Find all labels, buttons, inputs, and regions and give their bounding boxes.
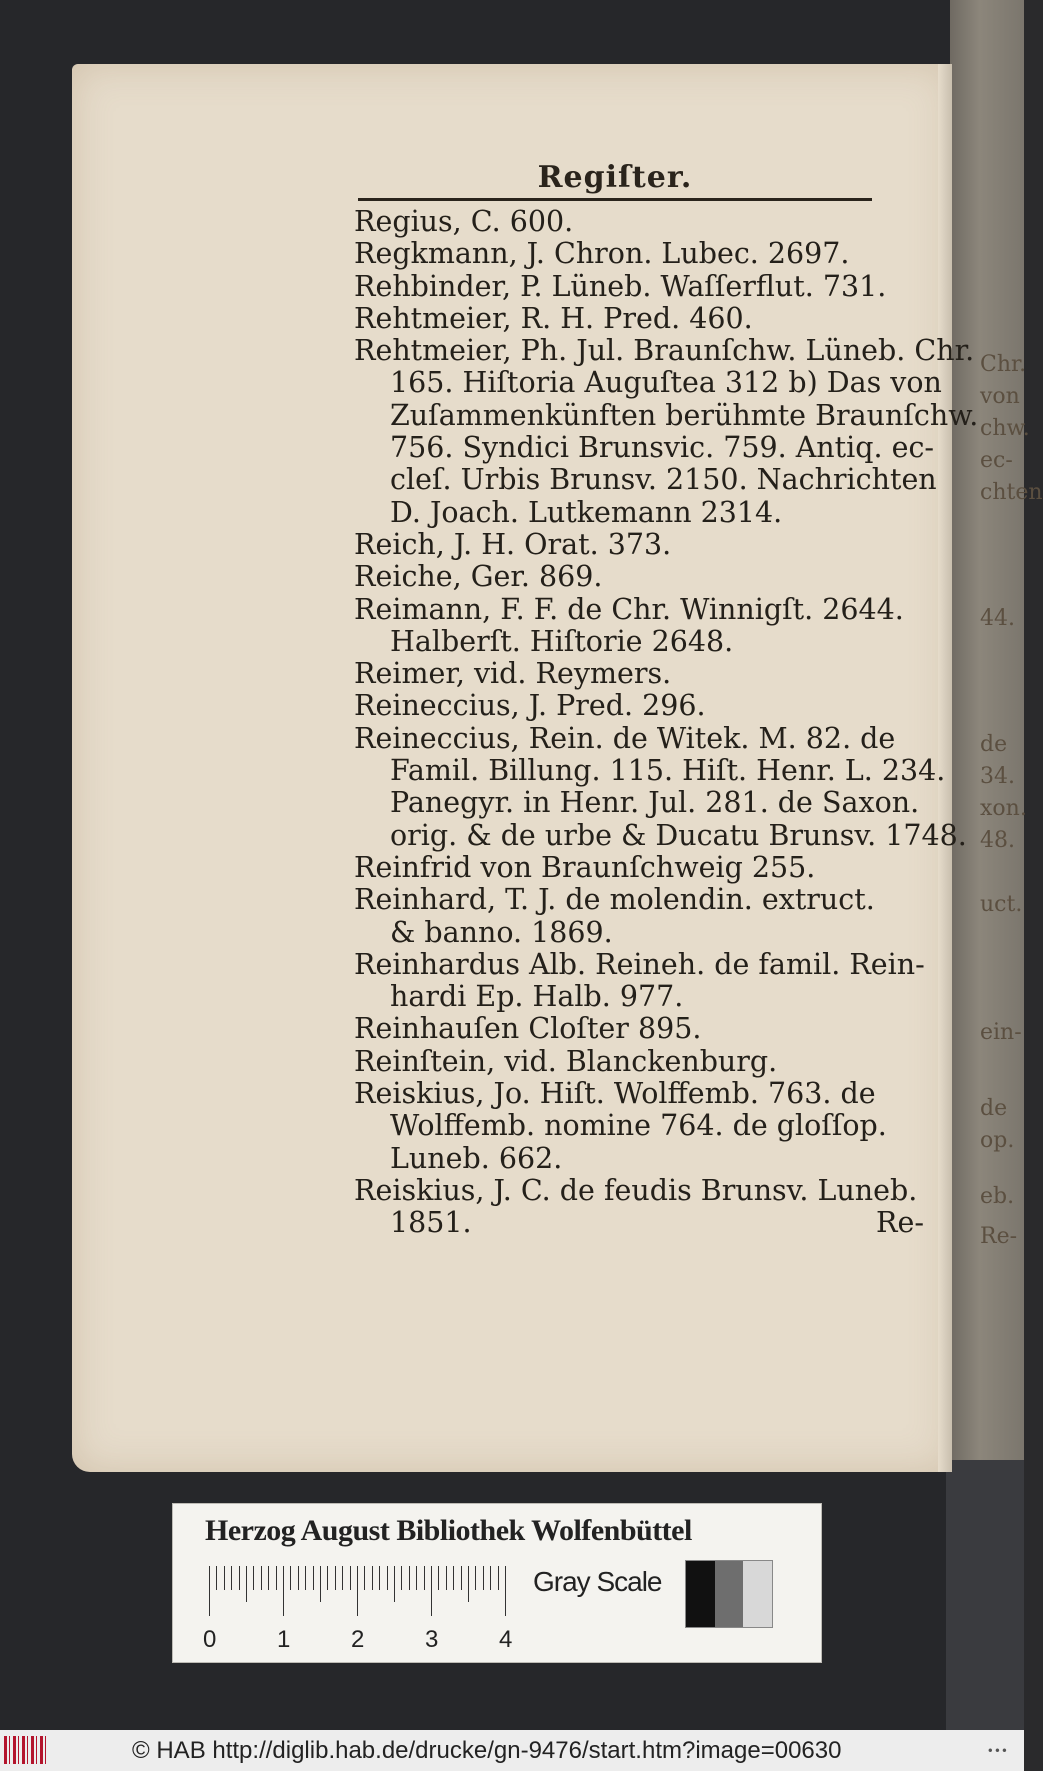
footer-url[interactable]: © HAB http://diglib.hab.de/drucke/gn-9476/start.htm?image=00630	[132, 1737, 842, 1764]
adjacent-page-fragment: Re-	[980, 1224, 1018, 1249]
ruler-tick	[231, 1566, 232, 1590]
adjacent-page-fragment: chten	[980, 480, 1043, 505]
register-entry-line	[354, 754, 946, 788]
ruler-tick	[276, 1566, 277, 1590]
running-header: Regiſter.	[537, 160, 693, 195]
ruler-tick	[268, 1566, 269, 1590]
entry-text: Reinhauſen Cloſter 895.	[354, 1012, 702, 1046]
ruler-tick	[490, 1566, 491, 1590]
ruler-tick	[505, 1566, 506, 1616]
gray-swatch	[743, 1561, 772, 1627]
register-entry-line	[354, 626, 924, 658]
ruler-number: 4	[499, 1626, 513, 1653]
register-entry-line	[354, 1143, 924, 1175]
ruler-scale	[203, 1566, 513, 1653]
entry-text: cleſ. Urbis Brunsv. 2150. Nachrichten	[390, 463, 937, 497]
entry-text: Reineccius, Rein. de Witek. M. 82. de	[354, 721, 896, 755]
register-entry-line	[354, 463, 937, 497]
register-entry-line	[354, 1175, 924, 1207]
ruler-number: 3	[425, 1626, 439, 1653]
entry-text: Rehtmeier, Ph. Jul. Braunſchw. Lüneb. Chr.	[354, 334, 975, 368]
register-entry-line	[354, 561, 924, 593]
ruler-tick	[424, 1566, 425, 1590]
entry-text: 1851.	[390, 1206, 472, 1240]
entry-text: Halberſt. Hiſtorie 2648.	[390, 624, 734, 658]
ruler-tick	[446, 1566, 447, 1590]
adjacent-page-fragment: op.	[980, 1128, 1015, 1153]
ruler-tick	[246, 1566, 247, 1602]
register-entry-line	[354, 949, 924, 981]
ruler-tick	[416, 1566, 417, 1590]
entry-text: Rehbinder, P. Lüneb. Waſſerflut. 731.	[354, 269, 887, 303]
entry-text: Reinſtein, vid. Blanckenburg.	[354, 1044, 778, 1078]
ruler-tick	[216, 1566, 217, 1590]
ruler-tick	[298, 1566, 299, 1590]
register-entry-line	[354, 723, 924, 755]
adjacent-page-fragment: de	[980, 1096, 1008, 1121]
register-entry-line	[354, 884, 924, 916]
ruler-tick	[305, 1566, 306, 1590]
ruler-tick	[461, 1566, 462, 1590]
entry-text: Zuſammenkünften berühmte Braunſchw.	[390, 398, 979, 432]
entry-text: Famil. Billung. 115. Hiſt. Henr. L. 234.	[390, 754, 946, 788]
ruler-tick	[379, 1566, 380, 1590]
ruler-number: 0	[203, 1626, 217, 1653]
card-title: Herzog August Bibliothek Wolfenbüttel	[205, 1514, 692, 1547]
adjacent-page-fragment: de	[980, 732, 1008, 757]
ruler-tick	[313, 1566, 314, 1590]
entry-text: Luneb. 662.	[390, 1141, 563, 1175]
entry-text: Reineccius, J. Pred. 296.	[354, 689, 706, 723]
register-entries	[354, 205, 979, 1240]
ruler-tick	[483, 1566, 484, 1590]
ruler-tick	[364, 1566, 365, 1590]
ruler-tick	[498, 1566, 499, 1590]
register-entry-line	[354, 917, 924, 949]
ruler-tick	[327, 1566, 328, 1590]
gray-scale-swatches	[685, 1560, 773, 1628]
ruler-tick	[438, 1566, 439, 1590]
entry-text: 165. Hiſtoria Auguſtea 312 b) Das von	[390, 366, 942, 400]
ruler-tick	[372, 1566, 373, 1590]
register-entry-line	[354, 1207, 924, 1239]
ruler-tick	[475, 1566, 476, 1590]
entry-text: Rehtmeier, R. H. Pred. 460.	[354, 301, 753, 335]
register-entry-line	[354, 303, 924, 335]
entry-text: Wolffemb. nomine 764. de gloſſop.	[390, 1109, 887, 1143]
adjacent-page-fragment: ein-	[980, 1020, 1022, 1045]
register-entry-line	[354, 238, 924, 270]
entry-text: Panegyr. in Henr. Jul. 281. de Saxon.	[390, 786, 920, 820]
register-entry-line	[354, 334, 975, 368]
ruler-tick	[224, 1566, 225, 1590]
ruler-tick	[261, 1566, 262, 1590]
ruler-tick	[209, 1566, 210, 1616]
adjacent-page-fragment: Chr.	[980, 352, 1027, 377]
register-entry-line	[354, 981, 924, 1013]
register-entry-line	[354, 658, 924, 690]
ruler-tick	[283, 1566, 284, 1616]
gray-swatch	[686, 1561, 715, 1627]
register-entry-line	[354, 787, 924, 819]
catchword: Re-	[876, 1206, 924, 1240]
gray-scale-label: Gray Scale	[533, 1566, 662, 1597]
register-entry-line	[354, 1110, 924, 1142]
ruler-tick	[239, 1566, 240, 1590]
entry-text: Reiskius, Jo. Hiſt. Wolffemb. 763. de	[354, 1077, 876, 1111]
entry-text: 756. Syndici Brunsvic. 759. Antiq. ec-	[390, 431, 935, 465]
ruler-tick	[394, 1566, 395, 1602]
entry-text: Reinhard, T. J. de molendin. extruct.	[354, 883, 875, 917]
adjacent-page-fragment: xon.	[980, 796, 1027, 821]
register-entry-line	[354, 529, 924, 561]
entry-text: orig. & de urbe & Ducatu Brunsv. 1748.	[390, 818, 967, 852]
entry-text: Reimer, vid. Reymers.	[354, 657, 672, 691]
register-entry-line	[354, 594, 924, 626]
ruler-tick	[357, 1566, 358, 1616]
ruler-tick	[350, 1566, 351, 1590]
ruler-tick	[253, 1566, 254, 1590]
register-entry-line	[354, 366, 942, 400]
register-entry-line	[354, 431, 935, 465]
entry-text: hardi Ep. Halb. 977.	[390, 980, 684, 1014]
ruler-tick	[342, 1566, 343, 1590]
color-card	[172, 1503, 822, 1663]
register-entry-line	[354, 1046, 924, 1078]
more-icon[interactable]: •••	[986, 1744, 1008, 1758]
entry-text: D. Joach. Lutkemann 2314.	[390, 495, 783, 529]
header-rule	[358, 198, 872, 201]
adjacent-page-fragment: 48.	[980, 828, 1015, 853]
register-entry-line	[354, 1013, 924, 1045]
adjacent-page-fragment: 44.	[980, 606, 1015, 631]
register-entry-line	[354, 398, 979, 432]
entry-text: & banno. 1869.	[390, 915, 613, 949]
ruler-tick	[431, 1566, 432, 1616]
register-entry-line	[354, 206, 924, 238]
gray-swatch	[715, 1561, 744, 1627]
entry-text: Regkmann, J. Chron. Lubec. 2697.	[354, 237, 850, 271]
ruler-tick	[409, 1566, 410, 1590]
ruler-tick	[401, 1566, 402, 1590]
entry-text: Reiskius, J. C. de feudis Brunsv. Luneb.	[354, 1173, 918, 1207]
entry-text: Reinfrid von Braunſchweig 255.	[354, 850, 816, 884]
register-entry-line	[354, 271, 924, 303]
adjacent-page-fragment: eb.	[980, 1184, 1015, 1209]
register-entry-line	[354, 1078, 924, 1110]
hab-logo-icon	[4, 1736, 46, 1764]
entry-text: Reiche, Ger. 869.	[354, 560, 603, 594]
adjacent-page-fragment: ec-	[980, 448, 1013, 473]
entry-text: Regius, C. 600.	[354, 205, 574, 238]
ruler-tick	[453, 1566, 454, 1590]
ruler-number: 1	[277, 1626, 291, 1653]
ruler-number: 2	[351, 1626, 365, 1653]
adjacent-page-fragment: chw.	[980, 416, 1030, 441]
adjacent-page-fragment: 34.	[980, 764, 1015, 789]
ruler-tick	[468, 1566, 469, 1602]
footer-bar	[0, 1730, 1024, 1771]
entry-text: Reinhardus Alb. Reineh. de famil. Rein-	[354, 947, 925, 981]
ruler-tick	[387, 1566, 388, 1590]
register-entry-line	[354, 852, 924, 884]
entry-text: Reich, J. H. Orat. 373.	[354, 527, 672, 561]
ruler-tick	[290, 1566, 291, 1590]
ruler-tick	[320, 1566, 321, 1602]
register-entry-line	[354, 497, 924, 529]
entry-text: Reimann, F. F. de Chr. Winnigſt. 2644.	[354, 592, 904, 626]
register-entry-line	[354, 690, 924, 722]
adjacent-page-fragment: uct.	[980, 892, 1023, 917]
ruler-tick	[335, 1566, 336, 1590]
adjacent-page-edge	[946, 1460, 1024, 1730]
adjacent-page-fragment: von	[980, 384, 1020, 409]
register-entry-line	[354, 818, 967, 852]
